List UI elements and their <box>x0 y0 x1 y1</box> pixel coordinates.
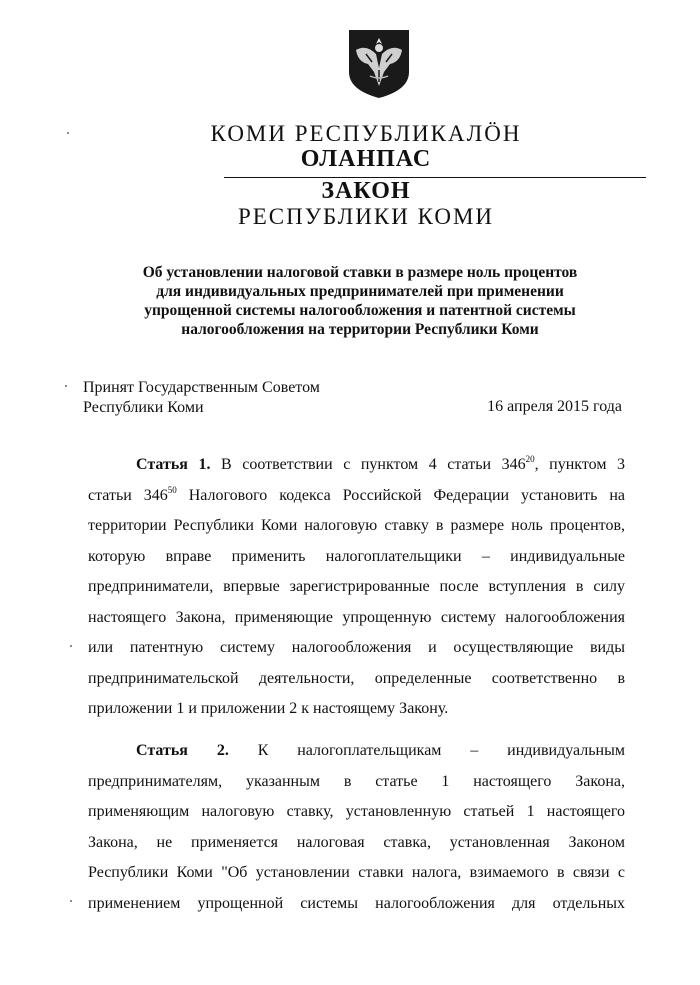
article-line: статьи $346^{50}$ Налогового кодекса Российской Федерации установить на <box>88 484 625 504</box>
article-line: Республики Коми "Об установлении ставки налога, взимаемого в связи с <box>88 864 625 881</box>
article-line: предприниматели, впервые зарегистрированные после вступления в силу <box>88 578 625 595</box>
komi-coat-of-arms-icon <box>346 28 412 100</box>
adoption-line: Республики Коми <box>83 399 204 416</box>
article-line: которую вправе применить налогоплательщики – индивидуальные <box>88 547 625 565</box>
article-line: или патентную систему налогообложения и осуществляющие виды <box>88 639 625 656</box>
article-line: предпринимателям, указанным в статье 1 настоящего Закона, <box>88 772 625 790</box>
article-line: настоящего Закона, применяющие упрощенную систему налогообложения <box>88 608 625 626</box>
law-title-line: Об установлении налоговой ставки в размере ноль процентов <box>142 264 578 281</box>
republic-name: РЕСПУБЛИКИ КОМИ <box>237 204 495 229</box>
komi-law-word: ОЛАНПАС <box>300 146 432 172</box>
article-line: предпринимательской деятельности, определенные соответственно в <box>88 669 625 687</box>
law-title-line: налогообложения на территории Республики Коми <box>181 321 539 338</box>
scan-speck <box>70 900 72 902</box>
adoption-body <box>83 378 320 418</box>
article-2 <box>88 736 625 919</box>
article-line: территории Республики Коми налоговую ставку в размере ноль процентов, <box>88 517 625 534</box>
scan-speck <box>67 132 69 134</box>
komi-republic-name: КОМИ РЕСПУБЛИКАЛӦН <box>210 121 522 146</box>
adoption-date: 16 апреля 2015 года <box>487 398 622 415</box>
article-line: применением упрощенной системы налогообложения для отдельных <box>88 894 625 912</box>
scan-speck <box>70 645 72 647</box>
article-line: приложении 1 и приложении 2 к настоящему Закону. <box>88 700 449 717</box>
article-line: Статья 2. К налогоплательщикам – индивидуальным <box>136 742 625 759</box>
law-title-line: для индивидуальных предпринимателей при применении <box>156 283 564 300</box>
law-title-line: упрощенной системы налогообложения и патентной системы <box>144 302 576 319</box>
article-line: Закона, не применяется налоговая ставка, установленная Законом <box>88 833 625 851</box>
article-label: Статья 1. <box>136 456 211 473</box>
law-title <box>95 263 625 339</box>
adoption-line: Принят Государственным Советом <box>83 379 320 396</box>
article-line: применяющим налоговую ставку, установленную статьей 1 настоящего <box>88 803 625 820</box>
article-1 <box>88 450 625 725</box>
law-word: ЗАКОН <box>321 178 411 204</box>
scan-speck <box>65 385 67 387</box>
article-label: Статья 2. <box>136 742 229 759</box>
article-line: Статья 1. В соответствии с пунктом 4 статьи $346^{20}$, пунктом 3 <box>136 454 626 473</box>
